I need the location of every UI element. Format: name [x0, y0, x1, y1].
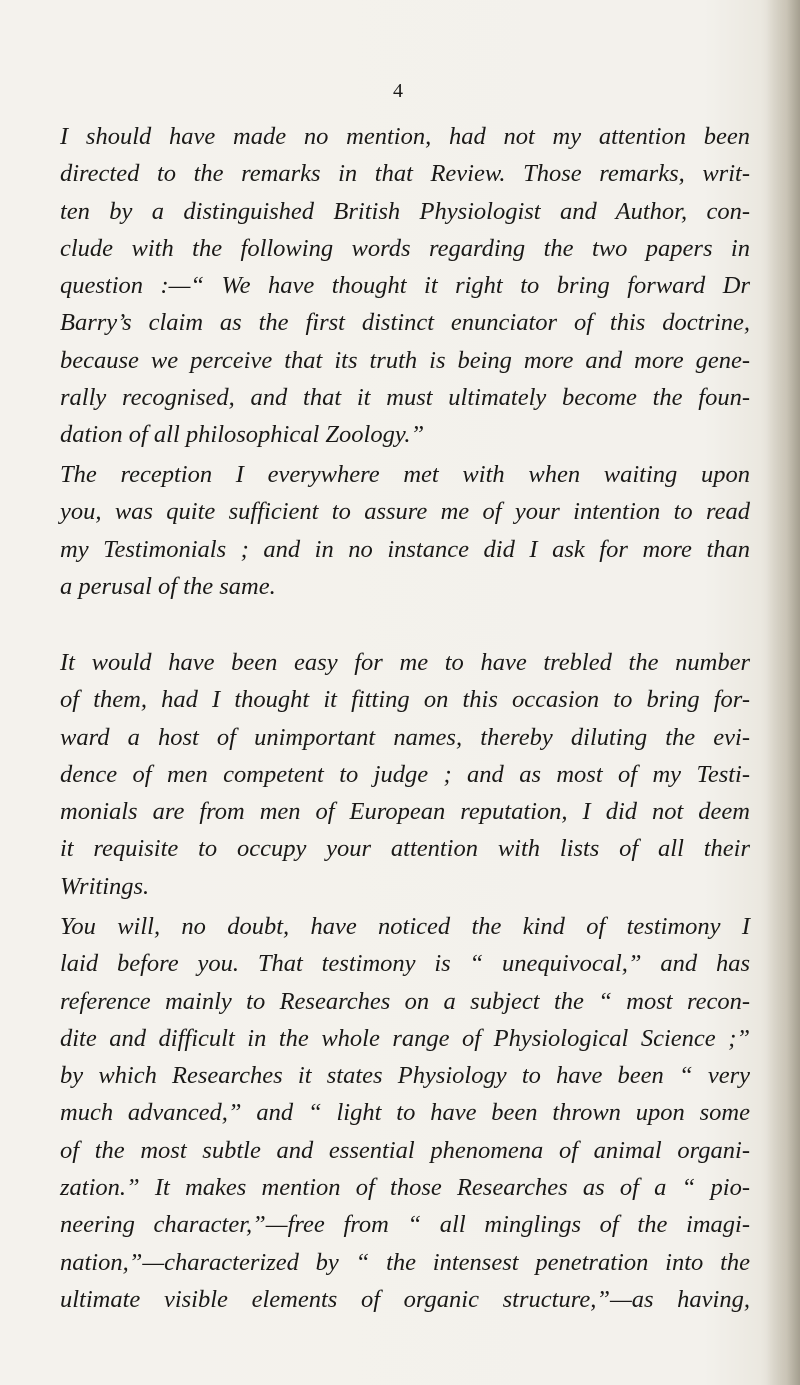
text-line: because we perceive that its truth is being more and more gene-: [60, 346, 750, 374]
text-line: much advanced,” and “ light to have been thrown upon some: [60, 1099, 750, 1127]
text-line: You will, no doubt, have noticed the kind of testimony I: [60, 913, 750, 940]
text-line: rally recognised, and that it must ultimately become the foun-: [60, 384, 750, 412]
text-line: reference mainly to Researches on a subject the “ most recon-: [60, 987, 750, 1015]
text-line: a perusal of the same.: [60, 572, 276, 600]
text-line: dite and difficult in the whole range of Physiological Science ;”: [60, 1024, 750, 1052]
text-line: monials are from men of European reputation, I did not deem: [60, 798, 750, 826]
text-line: nation,”—characterized by “ the intensest penetration into the: [60, 1248, 750, 1276]
text-line: zation.” It makes mention of those Researches as of a “ pio-: [60, 1174, 750, 1202]
paragraph-3: [60, 644, 750, 905]
text-line: neering character,”—free from “ all minglings of the imagi-: [60, 1211, 750, 1239]
paragraph-1: [60, 118, 750, 454]
text-line: Writings.: [60, 872, 150, 900]
page-edge-shadow: [766, 0, 800, 1385]
text-line: question :—“ We have thought it right to bring forward Dr: [60, 272, 750, 300]
text-line: you, was quite sufficient to assure me of your intention to read: [60, 498, 750, 526]
text-line: laid before you. That testimony is “ unequivocal,” and has: [60, 950, 750, 978]
paragraph-4: [60, 908, 750, 1318]
text-line: The reception I everywhere met with when waiting upon: [60, 461, 750, 488]
text-line: dation of all philosophical Zoology.”: [60, 421, 425, 449]
text-line: it requisite to occupy your attention with lists of all their: [60, 835, 750, 863]
paragraph-2: [60, 456, 750, 605]
text-line: my Testimonials ; and in no instance did I ask for more than: [60, 535, 750, 563]
text-line: I should have made no mention, had not my attention been: [60, 123, 750, 150]
text-line: by which Researches it states Physiology to have been “ very: [60, 1062, 750, 1090]
page-number: 4: [393, 80, 403, 102]
text-line: of them, had I thought it fitting on this occasion to bring for-: [60, 686, 750, 714]
text-line: clude with the following words regarding the two papers in: [60, 234, 750, 262]
text-line: ward a host of unimportant names, thereby diluting the evi-: [60, 723, 750, 751]
text-line: ten by a distinguished British Physiologist and Author, con-: [60, 197, 750, 225]
text-line: Barry’s claim as the first distinct enunciator of this doctrine,: [60, 309, 750, 337]
text-line: directed to the remarks in that Review. Those remarks, writ-: [60, 160, 750, 188]
text-line: of the most subtle and essential phenomena of animal organi-: [60, 1136, 750, 1164]
text-line: ultimate visible elements of organic structure,”—as having,: [60, 1285, 750, 1313]
text-line: It would have been easy for me to have trebled the number: [60, 649, 750, 676]
text-line: dence of men competent to judge ; and as most of my Testi-: [60, 760, 750, 788]
